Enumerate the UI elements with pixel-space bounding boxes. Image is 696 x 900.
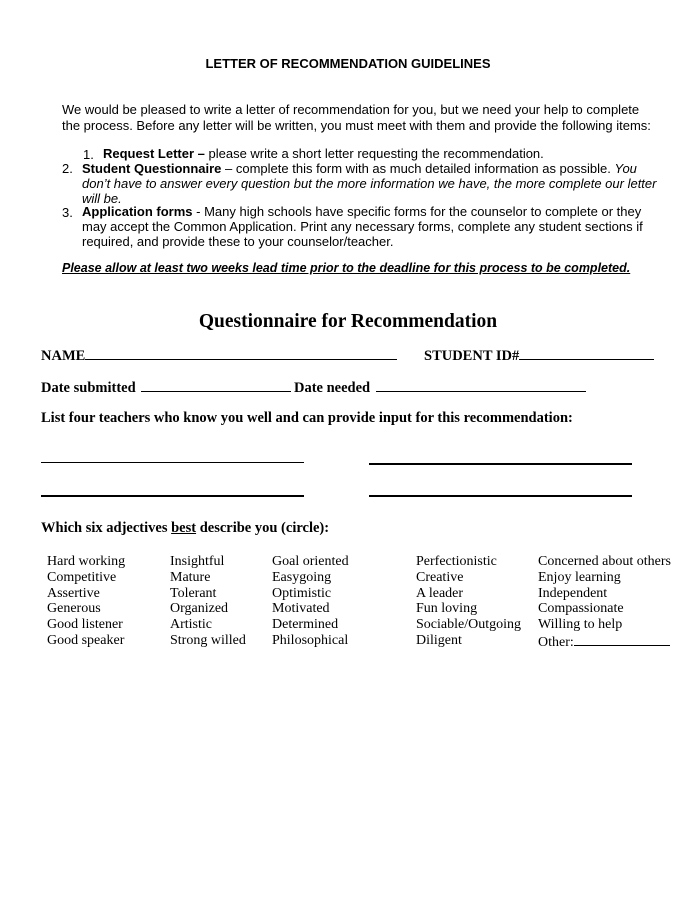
adjective-column-1 (47, 554, 125, 649)
adjectives-prompt-emphasis: best (171, 520, 197, 536)
adjective-option[interactable]: Sociable/Outgoing (416, 617, 521, 633)
adjective-option[interactable]: Competitive (47, 569, 117, 585)
adjectives-prompt-pre: Which six adjectives (41, 520, 172, 536)
other-adjective-field[interactable] (574, 633, 670, 646)
questionnaire-title: Questionnaire for Recommendation (198, 311, 498, 332)
item-3-number: 3. (62, 205, 73, 220)
adjective-option[interactable]: Fun loving (416, 601, 478, 617)
adjective-option[interactable]: Determined (272, 617, 339, 633)
student-id-field[interactable] (519, 346, 654, 360)
date-submitted-label: Date submitted (41, 380, 136, 396)
teachers-prompt: List four teachers who know you well and can provide input for this recommendation: (41, 410, 573, 426)
adjective-option[interactable]: Artistic (170, 617, 212, 633)
adjective-column-5 (538, 554, 671, 649)
item-2-body: – complete this form with as much detailed information as possible. (221, 161, 615, 176)
teacher-2-field[interactable] (369, 463, 632, 465)
item-2-number: 2. (62, 161, 73, 176)
adjective-option[interactable]: Philosophical (272, 632, 349, 648)
adjective-option[interactable]: Optimistic (272, 585, 332, 601)
item-3-label: Application forms (82, 204, 193, 219)
adjective-option[interactable]: Strong willed (170, 632, 246, 648)
adjective-option[interactable]: Mature (170, 569, 211, 585)
adjective-option[interactable]: Compassionate (538, 601, 624, 617)
adjective-column-4 (416, 554, 521, 649)
date-submitted-row (41, 378, 291, 397)
adjective-option[interactable]: Diligent (416, 632, 462, 648)
item-3-text (82, 204, 662, 249)
date-needed-row (294, 378, 586, 397)
item-3-body: - Many high schools have specific forms for the counselor to complete or they may accept the Common Application. Print any necessary forms, complete any student sections if required, and provide these to your counselor/teacher. (82, 204, 643, 249)
adjective-option[interactable]: Tolerant (170, 585, 217, 601)
adjective-option[interactable]: Good listener (47, 617, 123, 633)
adjective-option[interactable]: Insightful (170, 554, 225, 569)
adjective-option[interactable]: Creative (416, 569, 464, 585)
teacher-4-field[interactable] (369, 495, 632, 497)
adjective-option[interactable]: Willing to help (538, 617, 623, 633)
adjective-other-row (538, 633, 671, 649)
intro-paragraph: We would be pleased to write a letter of recommendation for you, but we need your help to complete the process. Before any letter will be written, you must meet with them and provide the following items: (62, 102, 651, 133)
adjective-option[interactable]: Concerned about others (538, 554, 671, 569)
student-id-row (424, 346, 654, 365)
adjective-option[interactable]: Hard working (47, 554, 126, 569)
adjective-option[interactable]: Motivated (272, 601, 330, 617)
page-title: LETTER OF RECOMMENDATION GUIDELINES (205, 56, 491, 71)
adjective-option[interactable]: Assertive (47, 585, 100, 601)
adjective-column-3 (272, 554, 349, 649)
deadline-notice: Please allow at least two weeks lead time prior to the deadline for this process to be completed. (62, 261, 631, 275)
adjective-option[interactable]: Generous (47, 601, 101, 617)
adjective-option[interactable]: Independent (538, 585, 608, 601)
item-1-body: please write a short letter requesting the recommendation. (204, 146, 544, 161)
date-submitted-field[interactable] (141, 378, 291, 392)
date-needed-field[interactable] (376, 378, 586, 392)
adjective-option[interactable]: Perfectionistic (416, 554, 497, 569)
name-row (41, 346, 397, 365)
item-2-label: Student Questionnaire (82, 161, 222, 176)
adjective-option[interactable]: Goal oriented (272, 554, 349, 569)
item-2-italic: You don’t have to answer every question but the more information we have, the more complete our letter will be. (82, 161, 657, 206)
adjective-option[interactable]: A leader (416, 585, 464, 601)
adjective-option[interactable]: Good speaker (47, 632, 125, 648)
adjective-option[interactable]: Organized (170, 601, 229, 617)
teacher-3-field[interactable] (41, 495, 304, 497)
item-2-text (82, 161, 662, 206)
adjective-column-2 (170, 554, 246, 649)
adjective-option[interactable]: Easygoing (272, 569, 332, 585)
name-label: NAME (41, 348, 86, 364)
item-1-label: Request Letter – (103, 146, 205, 161)
item-1-number: 1. (83, 147, 94, 162)
teacher-1-field[interactable] (41, 462, 304, 463)
item-1-text (103, 146, 663, 161)
date-needed-label: Date needed (294, 380, 371, 396)
adjectives-prompt (41, 520, 329, 537)
name-field[interactable] (85, 346, 397, 360)
student-id-label: STUDENT ID# (424, 348, 520, 364)
adjectives-prompt-post: describe you (circle): (196, 520, 330, 536)
adjective-option[interactable]: Enjoy learning (538, 569, 621, 585)
adjective-option-other[interactable]: Other: (538, 634, 574, 650)
